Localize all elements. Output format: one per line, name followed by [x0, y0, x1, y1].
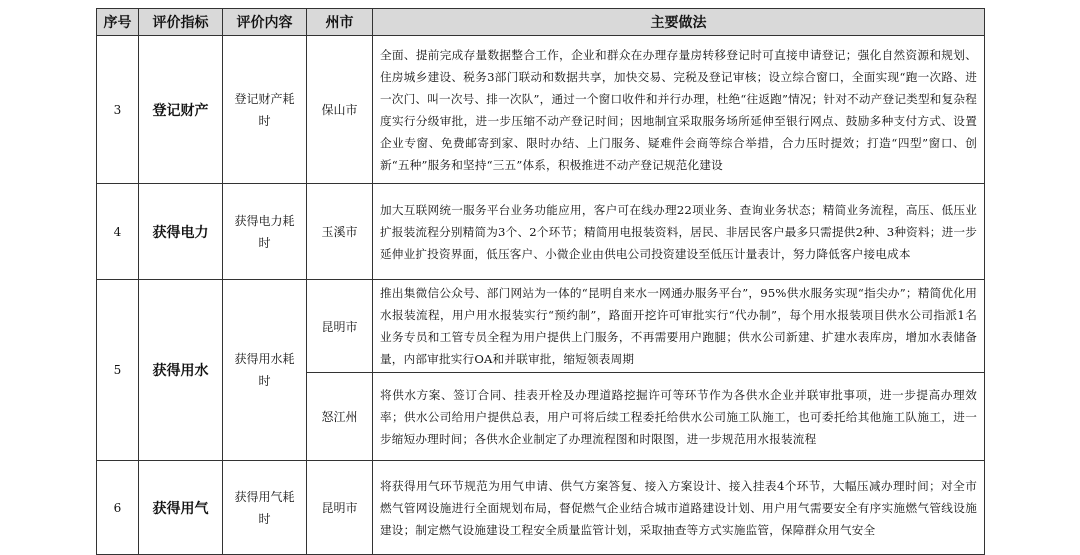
row-content: 获得用气耗时: [223, 461, 307, 555]
header-row: [97, 9, 985, 36]
table-row: [97, 461, 985, 555]
table-row: [97, 280, 985, 373]
row-city: 昆明市: [307, 280, 373, 373]
row-measures: 加大互联网统一服务平台业务功能应用，客户可在线办理22项业务、查询业务状态；精简业务流程，高压、低压业扩报装流程分别精简为3个、2个环节；精简用电报装资料，居民、非居民客户最多只需提供2种、3种资料；进一步延伸业扩投资界面，低压客户、小微企业由供电公司投资建设至低压计量表计，努力降低客户接电成本: [373, 184, 985, 280]
row-measures: 将获得用气环节规范为用气申请、供气方案答复、接入方案设计、接入挂表4个环节，大幅压减办理时间；对全市燃气管网设施进行全面规划布局，督促燃气企业结合城市道路建设计划、用户用气需要安全有序实施燃气管线设施建设；制定燃气设施建设工程安全质量监管计划，采取抽查等方式实施监管，保障群众用气安全: [373, 461, 985, 555]
row-indicator: 获得电力: [139, 184, 223, 280]
table-wrapper: [96, 8, 984, 555]
row-measures: 推出集微信公众号、部门网站为一体的“昆明自来水一网通办服务平台”，95%供水服务实现“指尖办”；精简优化用水报装流程，用户用水报装实行“预约制”，路面开挖许可审批实行“代办制”，每个用水报装项目供水公司指派1名业务专员和工管专员全程为用户提供上门服务，不再需要用户跑腿；供水公司新建、扩建水表库房，增加水表储备量，内部审批实行OA和并联审批，缩短领表周期: [373, 280, 985, 373]
row-indicator: 获得用气: [139, 461, 223, 555]
row-indicator: 获得用水: [139, 280, 223, 461]
header-content: 评价内容: [223, 9, 307, 36]
row-measures: 全面、提前完成存量数据整合工作，企业和群众在办理存量房转移登记时可直接申请登记；强化自然资源和规划、住房城乡建设、税务3部门联动和数据共享，加快交易、完税及登记审核；设立综合窗口，全面实现“跑一次路、进一次门、叫一次号、排一次队”，通过一个窗口收件和并行办理，杜绝“往返跑”情况；针对不动产登记类型和复杂程度实行分级审批，进一步压缩不动产登记时间；因地制宜采取服务场所延伸至银行网点、鼓励多种支付方式、设置企业专窗、免费邮寄到家、限时办结、上门服务、疑难件会商等综合举措，合力压时提效；打造“四型”窗口、创新“五种”服务和坚持“三五”体系，积极推进不动产登记规范化建设: [373, 36, 985, 184]
header-measures: 主要做法: [373, 9, 985, 36]
row-number: 5: [97, 280, 139, 461]
header-indicator: 评价指标: [139, 9, 223, 36]
row-city: 怒江州: [307, 373, 373, 461]
header-no: 序号: [97, 9, 139, 36]
row-number: 6: [97, 461, 139, 555]
row-indicator: 登记财产: [139, 36, 223, 184]
table-row: [97, 184, 985, 280]
row-content: 登记财产耗时: [223, 36, 307, 184]
row-number: 3: [97, 36, 139, 184]
row-number: 4: [97, 184, 139, 280]
row-city: 玉溪市: [307, 184, 373, 280]
measures-table: [96, 8, 985, 555]
row-content: 获得电力耗时: [223, 184, 307, 280]
header-city: 州市: [307, 9, 373, 36]
row-city: 保山市: [307, 36, 373, 184]
row-content: 获得用水耗时: [223, 280, 307, 461]
table-row: [97, 36, 985, 184]
row-city: 昆明市: [307, 461, 373, 555]
row-measures: 将供水方案、签订合同、挂表开栓及办理道路挖掘许可等环节作为各供水企业并联审批事项，进一步提高办理效率；供水公司给用户提供总表，用户可将后续工程委托给供水公司施工队施工，也可委托给其他施工队施工，进一步缩短办理时间；各供水企业制定了办理流程图和时限图，进一步规范用水报装流程: [373, 373, 985, 461]
